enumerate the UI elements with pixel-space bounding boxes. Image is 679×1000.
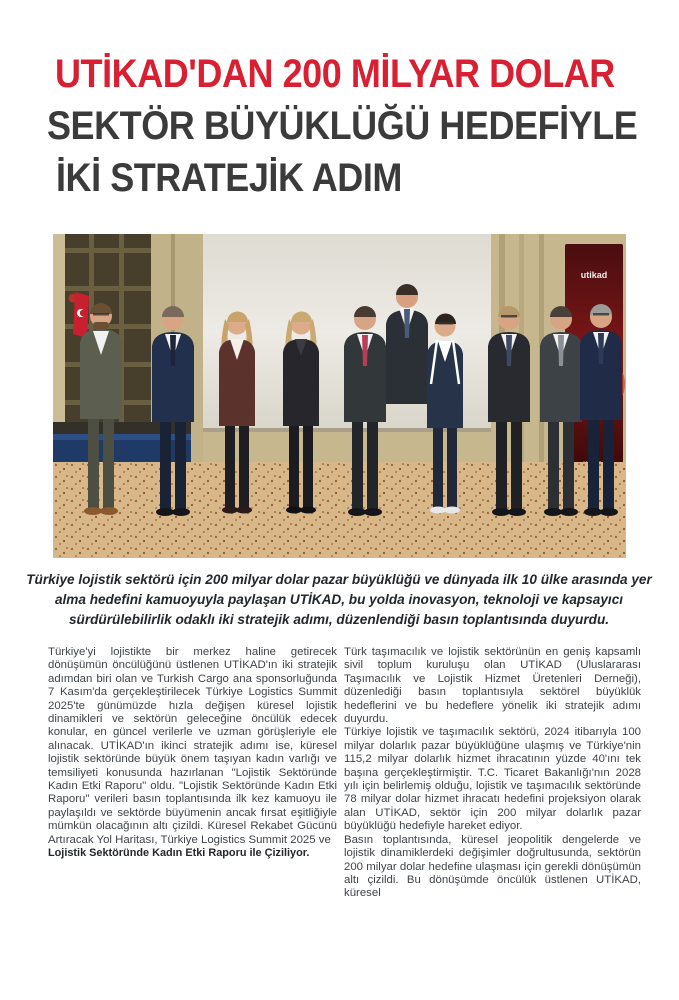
lead-paragraph: Türkiye lojistik sektörü için 200 milyar dolar pazar büyüklüğü ve dünyada ilk 10 ülke arasında yer alma hedefini kamuoyuyla paylaşan UTİKAD, bu yolda inovasyon, teknoloji ve kapsayıcı sürdürülebilirlik odaklı iki stratejik adımı, düzenlendiği basın toplantısında duyurdu. — [26, 572, 652, 627]
body-column-left — [48, 646, 337, 861]
body-column-right — [344, 646, 641, 901]
photo-illustration — [53, 234, 626, 558]
article-headline — [0, 48, 679, 204]
left-column-bold-line: Lojistik Sektöründe Kadın Etki Raporu ile Çiziliyor. — [48, 847, 310, 860]
press-conference-photo — [53, 234, 626, 558]
right-column-paragraph-3: Basın toplantısında, küresel jeopolitik dengelerde ve lojistik dinamiklerdeki değişimler doğrultusunda, sektörün 200 milyar dolar hedefine ulaşması için gerekli dönüşümün altı çizildi. Bu dönüşümde öncülük üstlenen UTİKAD, küresel — [344, 833, 641, 900]
left-column-paragraph: Türkiye'yi lojistikte bir merkez haline getirecek dönüşümün öncülüğünü üstlenen UTİKAD'ın iki stratejik adımdan biri olan ve Turkish Cargo ana sponsorluğunda 7 Kasım'da gerçekleştirilecek Türkiye Logistics Summit 2025'te günümüzde hızla değişen küresel lojistik dinamikleri ve sektörün geleceğine öncülük edecek konular, en güncel verilerle ve uzman görüşleriyle ele alınacak. UTİKAD'ın ikinci stratejik adımı ise, küresel lojistik sektöründe büyük önem taşıyan kadın varlığı ve temsiliyeti konusunda hazırlanan "Lojistik Sektöründe Kadın Etki Raporu" oldu. "Lojistik Sektöründe Kadın Etki Raporu" verileri basın toplantısında ilk kez kamuoyu ile paylaşıldı ve sektörde büyümenin ancak fırsat eşitliğiyle mümkün olacağının altı çizildi. Küresel Rekabet Gücünü Artıracak Yol Haritası, Türkiye Logistics Summit 2025 ve — [48, 646, 337, 846]
headline-line-3: İKİ STRATEJİK ADIM — [56, 156, 402, 200]
carpet-floor — [53, 462, 626, 558]
banner-brand-text: utikad — [580, 270, 608, 280]
right-column-paragraph-2: Türkiye lojistik ve taşımacılık sektörü, 2024 itibarıyla 100 milyar dolarlık pazar büyüklüğüne ulaşmış ve Türkiye'nin 115,2 milyar dolarlık hizmet ihracatının yüzde 40'ını tek başına gerçekleştirmiştir. T.C. Ticaret Bakanlığı'nın 2028 yılı için belirlemiş olduğu, lojistik ve taşımacılık sektöründe 78 milyar dolar hizmet ihracatı hedefini projeksiyon olarak alan UTİKAD, sektör için 200 milyar dolarlık pazar büyüklüğü hedefiyle hareket ediyor. — [344, 726, 641, 833]
turkish-flag — [73, 292, 89, 338]
headline-line-2: SEKTÖR BÜYÜKLÜĞÜ HEDEFİYLE — [47, 104, 638, 148]
headline-line-1: UTİKAD'DAN 200 MİLYAR DOLAR — [55, 52, 615, 96]
right-column-paragraph-1: Türk taşımacılık ve lojistik sektörünün en geniş kapsamlı sivil toplum kuruluşu olan UTİKAD (Uluslararası Taşımacılık ve Lojistik Hizmet Üretenleri Derneği), düzenlediği basın toplantısıyla sektörel büyüklük hedeflerini ve bu hedeflere yönelik iki stratejik adımı duyurdu. — [344, 646, 641, 726]
